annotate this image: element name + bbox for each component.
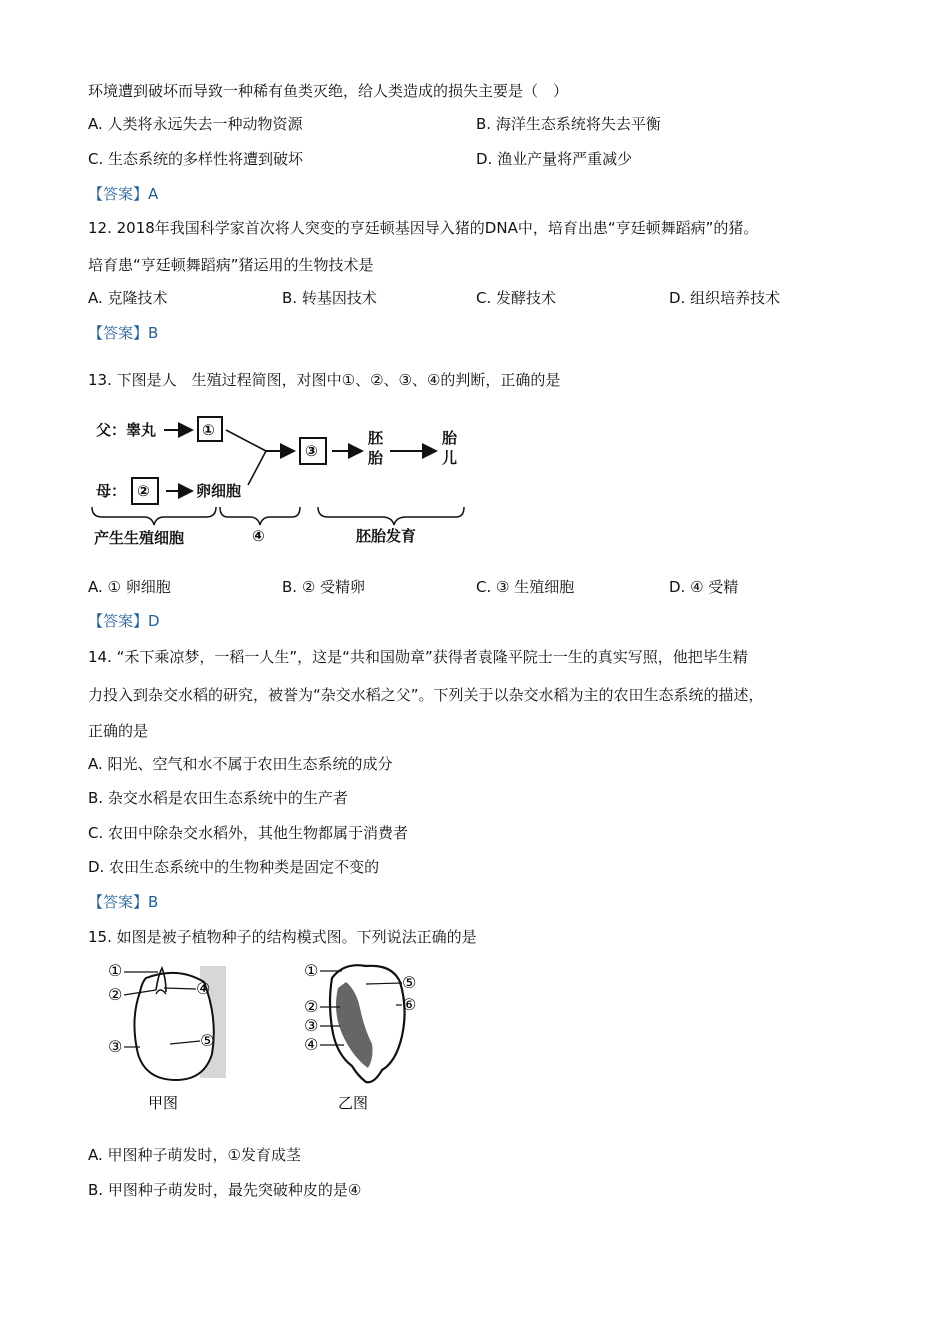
answer-value: A [148,185,159,203]
box-3-label: ③ [305,442,318,460]
brace-1 [92,507,216,525]
answer-label: 【答案】 [88,893,149,911]
q11-option-d[interactable]: D. 渔业产量将严重减少 [476,150,633,168]
q12-stem-line1: 12. 2018年我国科学家首次将人突变的亨廷顿基因导入猪的DNA中，培育出患“亨廷顿舞蹈病”的猪。 [88,219,759,237]
q14-stem-line1: 14. “禾下乘凉梦，一稻一人生”，这是“共和国勋章”获得者袁隆平院士一生的真实写照，他把毕生精 [88,648,748,666]
jia-label-3: ③ [108,1037,123,1056]
line [226,430,266,451]
embryo-label-2: 胎 [368,449,384,467]
q14-option-d[interactable]: D. 农田生态系统中的生物种类是固定不变的 [88,858,380,876]
box-2-label: ② [137,482,150,500]
mother-label: 母： [96,482,127,500]
jia-label-2: ② [108,985,123,1004]
q14-option-a[interactable]: A. 阳光、空气和水不属于农田生态系统的成分 [88,755,393,773]
yi-label-5: ⑤ [402,973,417,992]
yi-label-3: ③ [304,1016,319,1035]
q14-stem-line3: 正确的是 [88,722,149,740]
q11-stem: 环境遭到破坏而导致一种稀有鱼类灭绝，给人类造成的损失主要是（ ） [88,82,569,100]
q13-option-b[interactable]: B. ② 受精卵 [282,578,366,596]
stage-1-label: 产生生殖细胞 [94,529,185,547]
q12-option-d[interactable]: D. 组织培养技术 [669,289,781,307]
q14-option-c[interactable]: C. 农田中除杂交水稻外，其他生物都属于消费者 [88,824,409,842]
q15-stem: 15. 如图是被子植物种子的结构模式图。下列说法正确的是 [88,928,477,946]
q13-stem: 13. 下图是人 生殖过程简图，对图中①、②、③、④的判断，正确的是 [88,371,561,389]
yi-label-1: ① [304,961,319,980]
q14-stem-line2: 力投入到杂交水稻的研究，被誉为“杂交水稻之父”。下列关于以杂交水稻为主的农田生态系统的描述， [88,686,764,704]
box-1-label: ① [202,421,215,439]
q14-option-b[interactable]: B. 杂交水稻是农田生态系统中的生产者 [88,789,348,807]
stage-2-label: ④ [252,527,265,545]
q11-option-c[interactable]: C. 生态系统的多样性将遭到破坏 [88,150,304,168]
egg-label: 卵细胞 [196,482,242,500]
yi-label-2: ② [304,997,319,1016]
q11-answer [88,184,158,204]
q13-option-a[interactable]: A. ① 卵细胞 [88,578,171,596]
answer-value: D [148,612,160,630]
q12-stem-line2: 培育患“亨廷顿舞蹈病”猪运用的生物技术是 [88,256,374,274]
stage-3-label: 胚胎发育 [356,527,417,545]
q12-option-b[interactable]: B. 转基因技术 [282,289,377,307]
answer-label: 【答案】 [88,324,149,342]
yi-caption: 乙图 [338,1094,369,1112]
embryo-label-1: 胚 [368,429,384,447]
q11-option-a[interactable]: A. 人类将永远失去一种动物资源 [88,115,303,133]
yi-label-6: ⑥ [402,995,417,1014]
answer-value: B [148,324,159,342]
q11-option-b[interactable]: B. 海洋生态系统将失去平衡 [476,115,661,133]
jia-caption: 甲图 [148,1094,179,1112]
q15-option-a[interactable]: A. 甲图种子萌发时，①发育成茎 [88,1146,301,1164]
line [248,451,266,485]
yi-label-4: ④ [304,1035,319,1054]
q12-option-c[interactable]: C. 发酵技术 [476,289,557,307]
q13-answer [88,611,160,631]
q12-answer [88,323,158,343]
q12-option-a[interactable]: A. 克隆技术 [88,289,168,307]
q14-answer [88,892,158,912]
reproduction-diagram [88,405,478,555]
q13-option-c[interactable]: C. ③ 生殖细胞 [476,578,575,596]
father-label: 父：睾丸 [96,421,157,439]
fetus-label-2: 儿 [442,449,458,467]
seed-jia-diagram [100,958,235,1118]
q15-option-b[interactable]: B. 甲图种子萌发时，最先突破种皮的是④ [88,1181,362,1199]
jia-label-1: ① [108,961,123,980]
jia-label-4: ④ [196,979,211,998]
answer-value: B [148,893,159,911]
q13-option-d[interactable]: D. ④ 受精 [669,578,739,596]
jia-label-5: ⑤ [200,1031,215,1050]
seed-yi-diagram [298,958,433,1118]
fetus-label-1: 胎 [442,429,458,447]
answer-label: 【答案】 [88,185,149,203]
brace-3 [318,507,464,525]
answer-label: 【答案】 [88,612,149,630]
brace-2 [220,507,300,525]
